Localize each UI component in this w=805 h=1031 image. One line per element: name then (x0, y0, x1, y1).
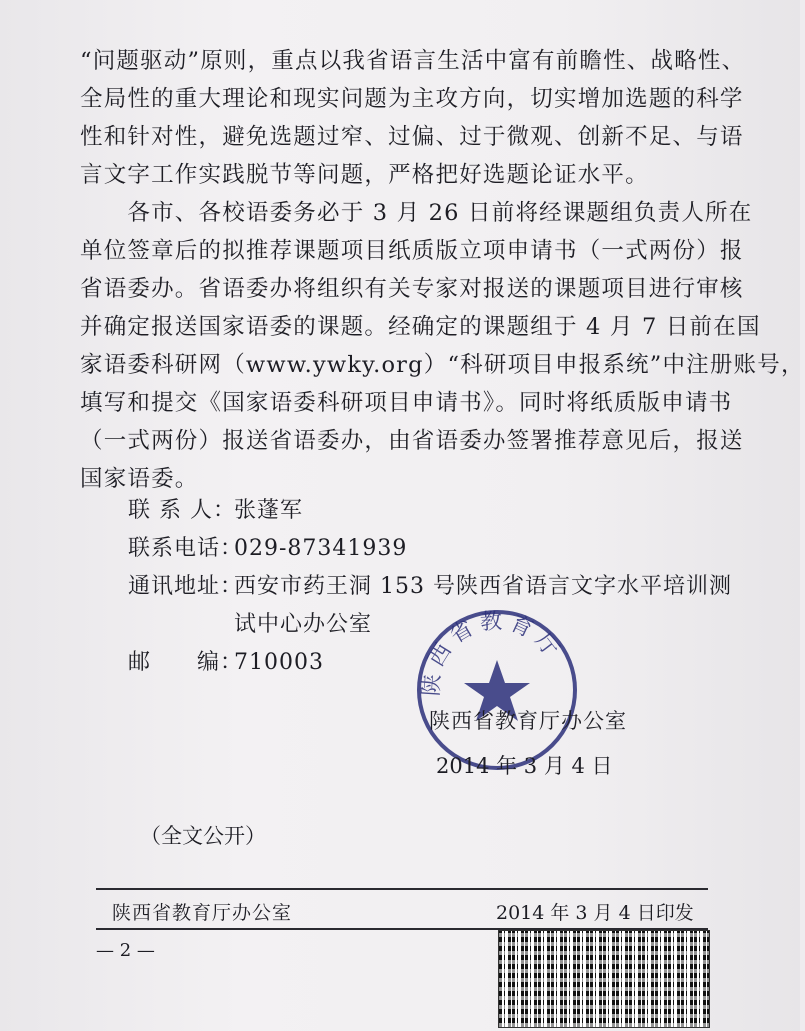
text-line: 填写和提交《国家语委科研项目申请书》。同时将纸质版申请书 (80, 390, 733, 416)
paragraph-1 (80, 42, 746, 194)
text-line: 各市、各校语委务必于 3 月 26 日前将经课题组负责人所在 (80, 200, 753, 226)
contact-address-value-continued: 试中心办公室 (234, 612, 373, 637)
contact-address-row (128, 568, 732, 606)
text-line: 省语委办。省语委办将组织有关专家对报送的课题项目进行审核 (80, 276, 744, 302)
contact-phone-row (128, 530, 732, 568)
contact-phone-value: 029-87341939 (234, 536, 408, 561)
contact-phone-label: 联系电话： (128, 536, 244, 561)
contact-person-value: 张蓬军 (234, 498, 304, 523)
text-line: 全局性的重大理论和现实问题为主攻方向，切实增加选题的科学 (80, 86, 744, 112)
footer-top-rule (96, 888, 708, 890)
disclosure-note: （全文公开） (140, 824, 266, 848)
signature-date: 2014 年 3 月 4 日 (436, 754, 613, 778)
text-line: 家语委科研网（www.ywky.org）“科研项目申报系统”中注册账号， (80, 352, 805, 378)
text-line: “问题驱动”原则，重点以我省语言生活中富有前瞻性、战略性、 (80, 48, 746, 74)
text-line: （一式两份）报送省语委办，由省语委办签署推荐意见后，报送 (80, 428, 744, 454)
text-line: 言文字工作实践脱节等问题，严格把好选题论证水平。 (80, 162, 649, 188)
text-line: 并确定报送国家语委的课题。经确定的课题组于 4 月 7 日前在国 (80, 314, 761, 340)
page-number: — 2 — (96, 940, 155, 961)
contact-person-label: 联 系 人： (128, 498, 236, 523)
seal-text: 陕西省教育厅 (419, 609, 567, 697)
paragraph-2 (80, 194, 805, 498)
text-line: 国家语委。 (80, 466, 199, 492)
contact-address-label: 通讯地址： (128, 574, 244, 599)
contact-person-row (128, 492, 732, 530)
footer-print-date: 2014 年 3 月 4 日印发 (496, 902, 694, 924)
contact-zip-value: 710003 (234, 650, 324, 675)
barcode-image (498, 930, 710, 1028)
text-line: 单位签章后的拟推荐课题项目纸质版立项申请书（一式两份）报 (80, 238, 744, 264)
contact-zip-label: 邮 编： (128, 650, 244, 675)
contact-address-value: 西安市药王洞 153 号陕西省语言文字水平培训测 (234, 574, 732, 599)
text-line: 性和针对性，避免选题过窄、过偏、过于微观、创新不足、与语 (80, 124, 744, 150)
signature-office: 陕西省教育厅办公室 (429, 709, 627, 733)
footer-issuer: 陕西省教育厅办公室 (112, 902, 293, 924)
